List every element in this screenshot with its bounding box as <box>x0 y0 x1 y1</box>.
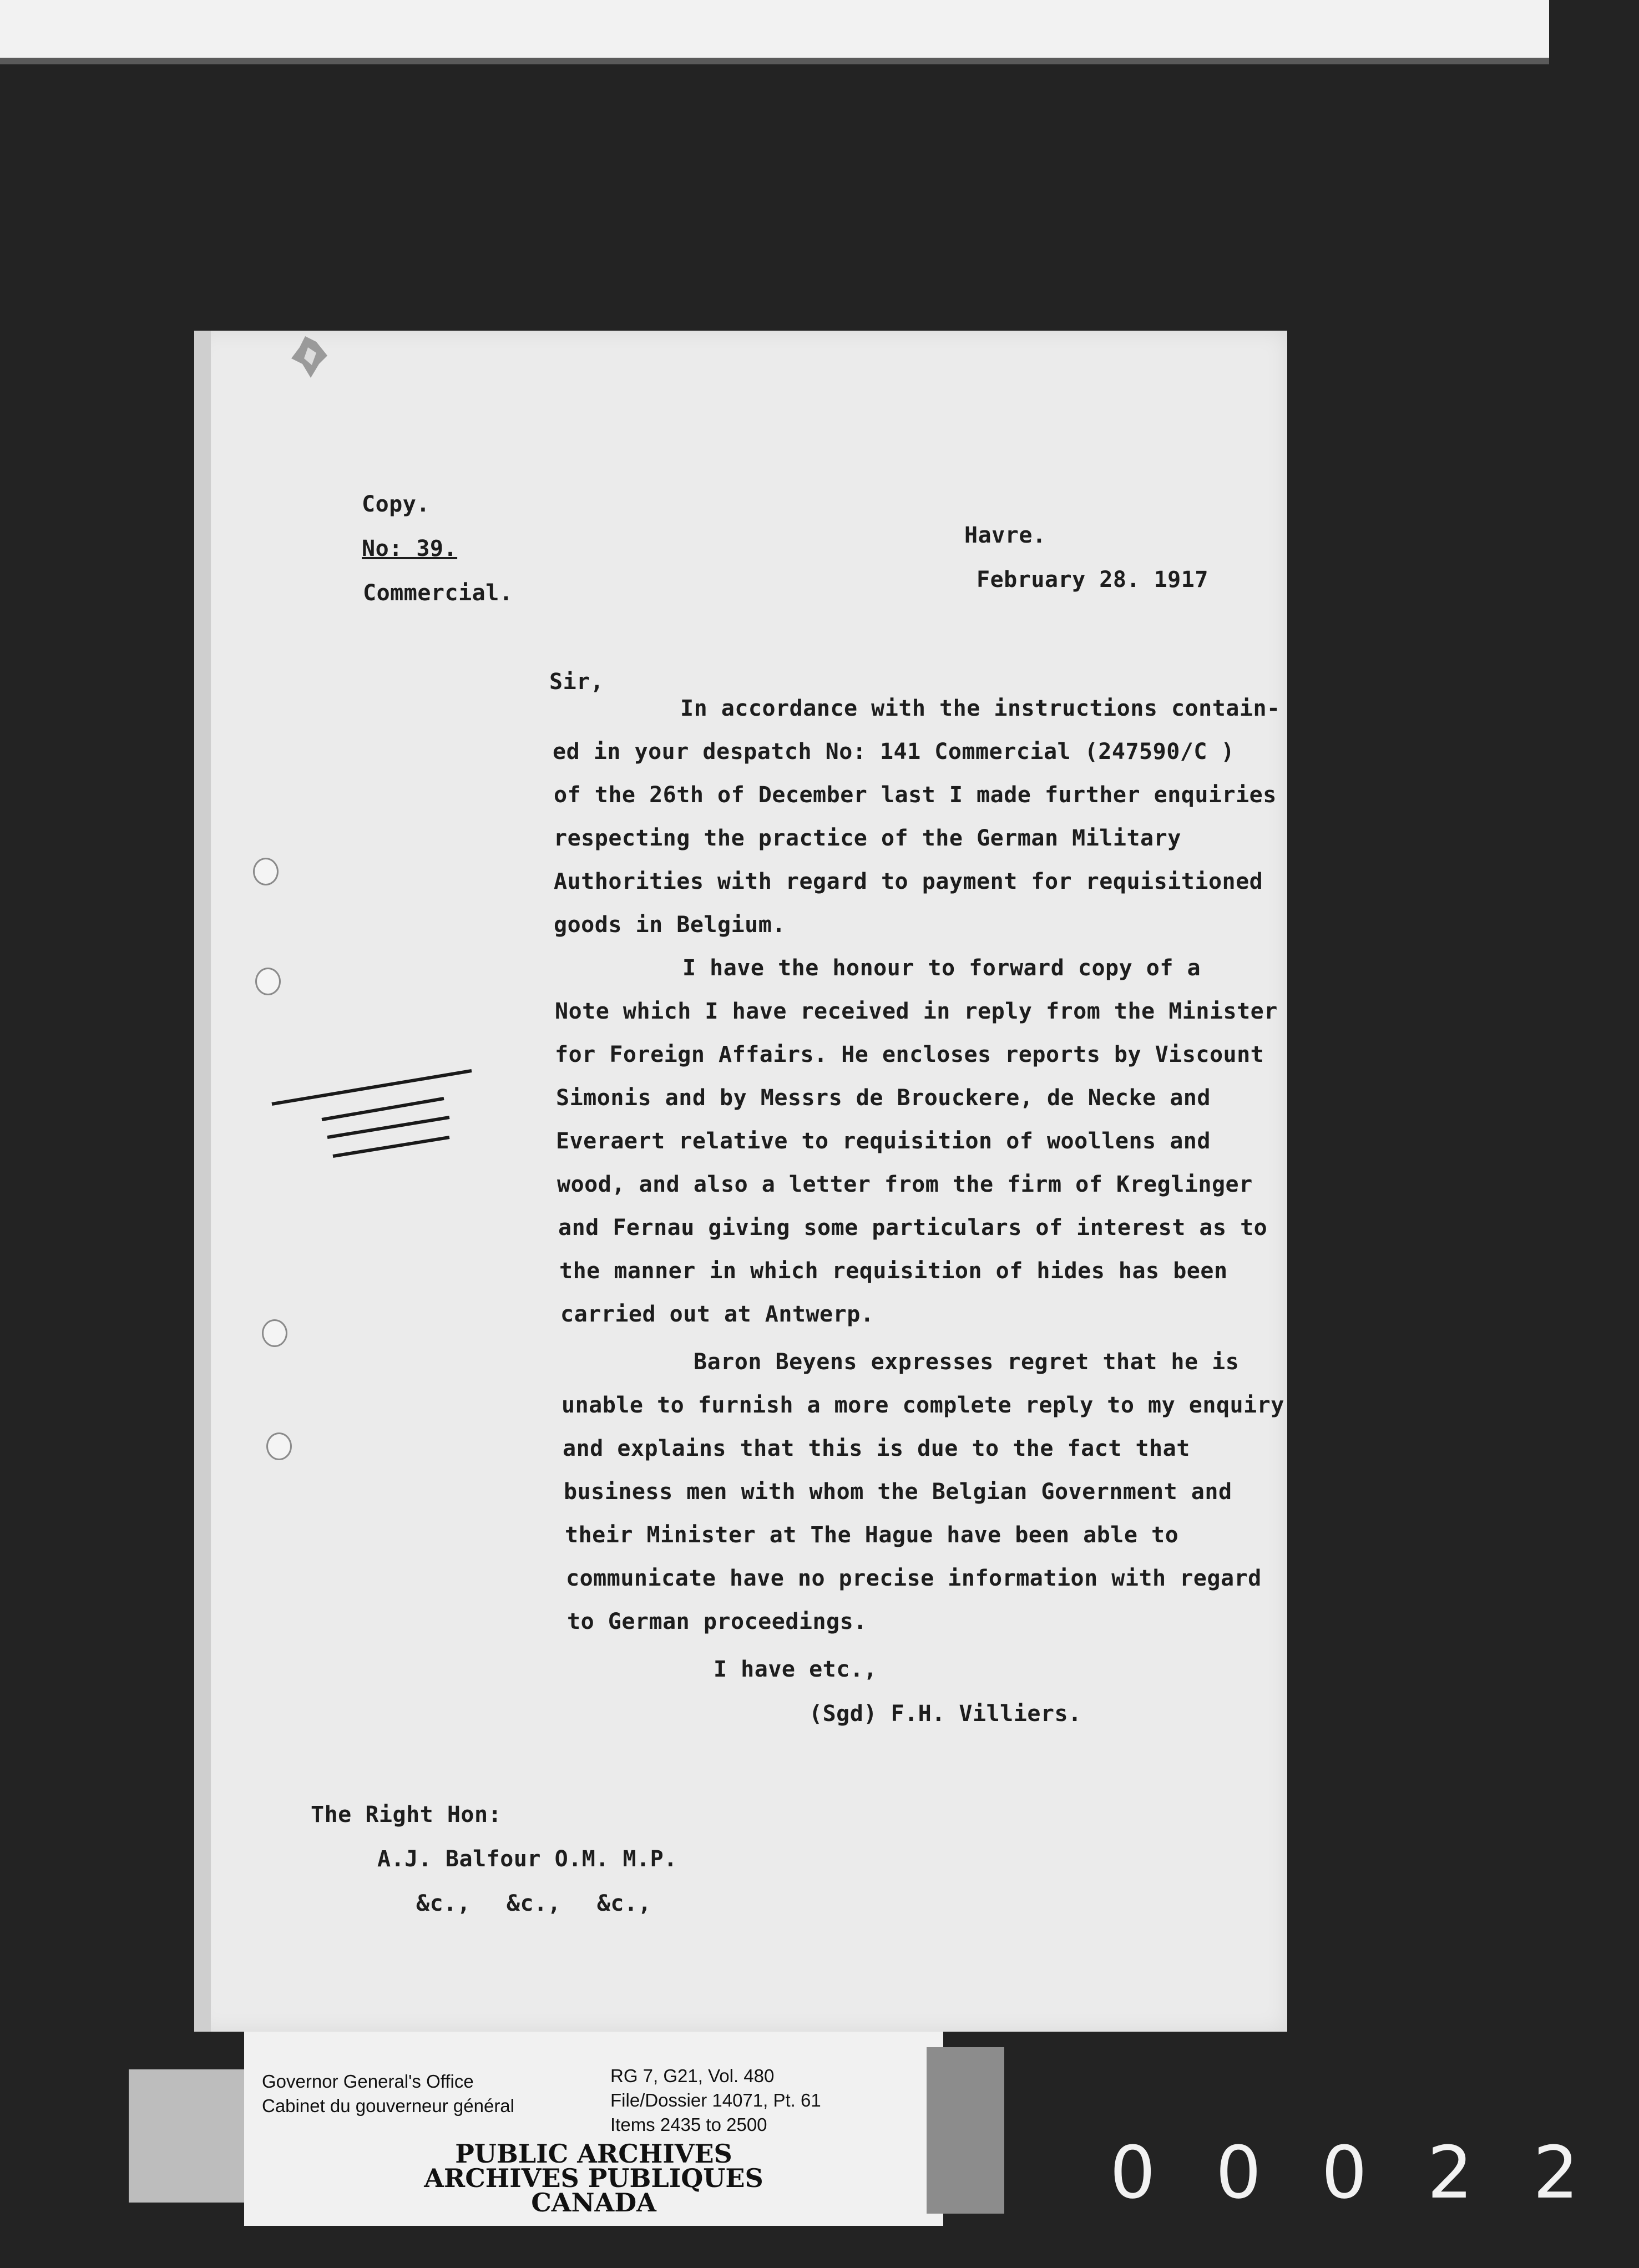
salutation: Sir, <box>549 669 604 695</box>
body-line: and Fernau giving some particulars of interest as to <box>558 1215 1268 1241</box>
label-reference <box>610 2064 821 2137</box>
punch-hole <box>255 968 281 995</box>
punch-hole <box>262 1319 287 1347</box>
body-line: Everaert relative to requisition of woollens and <box>556 1128 1211 1154</box>
film-top-edge <box>0 58 1549 64</box>
addressee-name: A.J. Balfour O.M. M.P. <box>377 1846 677 1872</box>
label-office <box>262 2069 514 2118</box>
label-office-fr: Cabinet du gouverneur général <box>262 2095 514 2116</box>
body-line: respecting the practice of the German Military <box>554 826 1181 851</box>
body-line: In accordance with the instructions contain- <box>680 696 1281 721</box>
body-line: carried out at Antwerp. <box>560 1302 874 1327</box>
body-line: for Foreign Affairs. He encloses reports by Viscount <box>555 1042 1264 1067</box>
margin-stroke-mark-icon <box>266 1060 477 1171</box>
label-shadow-left <box>129 2069 245 2203</box>
label-office-en: Governor General's Office <box>262 2071 474 2092</box>
body-line: wood, and also a letter from the firm of Kreglinger <box>557 1172 1253 1197</box>
archive-label <box>244 2032 943 2226</box>
body-line: to German proceedings. <box>567 1609 867 1634</box>
label-rg: RG 7, G21, Vol. 480 <box>610 2066 775 2086</box>
body-line: Baron Beyens expresses regret that he is <box>694 1349 1240 1375</box>
letter-page <box>194 331 1287 2032</box>
label-archives-en: PUBLIC ARCHIVES <box>455 2139 732 2169</box>
page-left-edge <box>194 331 211 2032</box>
body-line: business men with whom the Belgian Government and <box>564 1479 1232 1505</box>
despatch-number: No: 39. <box>362 536 458 561</box>
copy-label: Copy. <box>362 492 430 517</box>
label-archives-fr: ARCHIVES PUBLIQUES <box>424 2163 763 2193</box>
punch-hole <box>266 1432 292 1460</box>
label-archives <box>244 2139 943 2218</box>
closing-line: I have etc., <box>714 1657 877 1682</box>
body-line: ed in your despatch No: 141 Commercial (247590/C ) <box>553 739 1235 765</box>
label-file: File/Dossier 14071, Pt. 61 <box>610 2090 821 2110</box>
body-line: unable to furnish a more complete reply to my enquiry <box>561 1393 1284 1418</box>
addressee-title: The Right Hon: <box>311 1802 502 1827</box>
date-line: February 28. 1917 <box>977 567 1208 593</box>
body-line: goods in Belgium. <box>554 912 786 938</box>
punch-hole <box>253 858 279 885</box>
body-line: their Minister at The Hague have been able to <box>565 1522 1179 1548</box>
label-archives-country: CANADA <box>531 2188 656 2218</box>
body-line: Authorities with regard to payment for requisitioned <box>554 869 1263 894</box>
pin-mark-icon <box>277 325 344 392</box>
label-items: Items 2435 to 2500 <box>610 2114 767 2135</box>
body-line: Simonis and by Messrs de Brouckere, de Necke and <box>556 1085 1211 1111</box>
category-label: Commercial. <box>363 580 513 606</box>
body-line: and explains that this is due to the fact that <box>563 1436 1190 1461</box>
body-line: communicate have no precise information with regard <box>566 1566 1262 1591</box>
addressee-etc: &c., &c., &c., <box>416 1891 652 1916</box>
body-line: the manner in which requisition of hides has been <box>559 1258 1228 1284</box>
body-line: I have the honour to forward copy of a <box>682 955 1201 981</box>
label-shadow-right <box>927 2047 1004 2214</box>
place-line: Havre. <box>964 523 1046 548</box>
signature-line: (Sgd) F.H. Villiers. <box>809 1701 1082 1727</box>
body-line: Note which I have received in reply from the Minister <box>555 999 1278 1024</box>
frame-number: 00022 <box>1110 2130 1639 2215</box>
body-line: of the 26th of December last I made further enquiries <box>554 782 1277 808</box>
film-top-strip <box>0 0 1549 62</box>
